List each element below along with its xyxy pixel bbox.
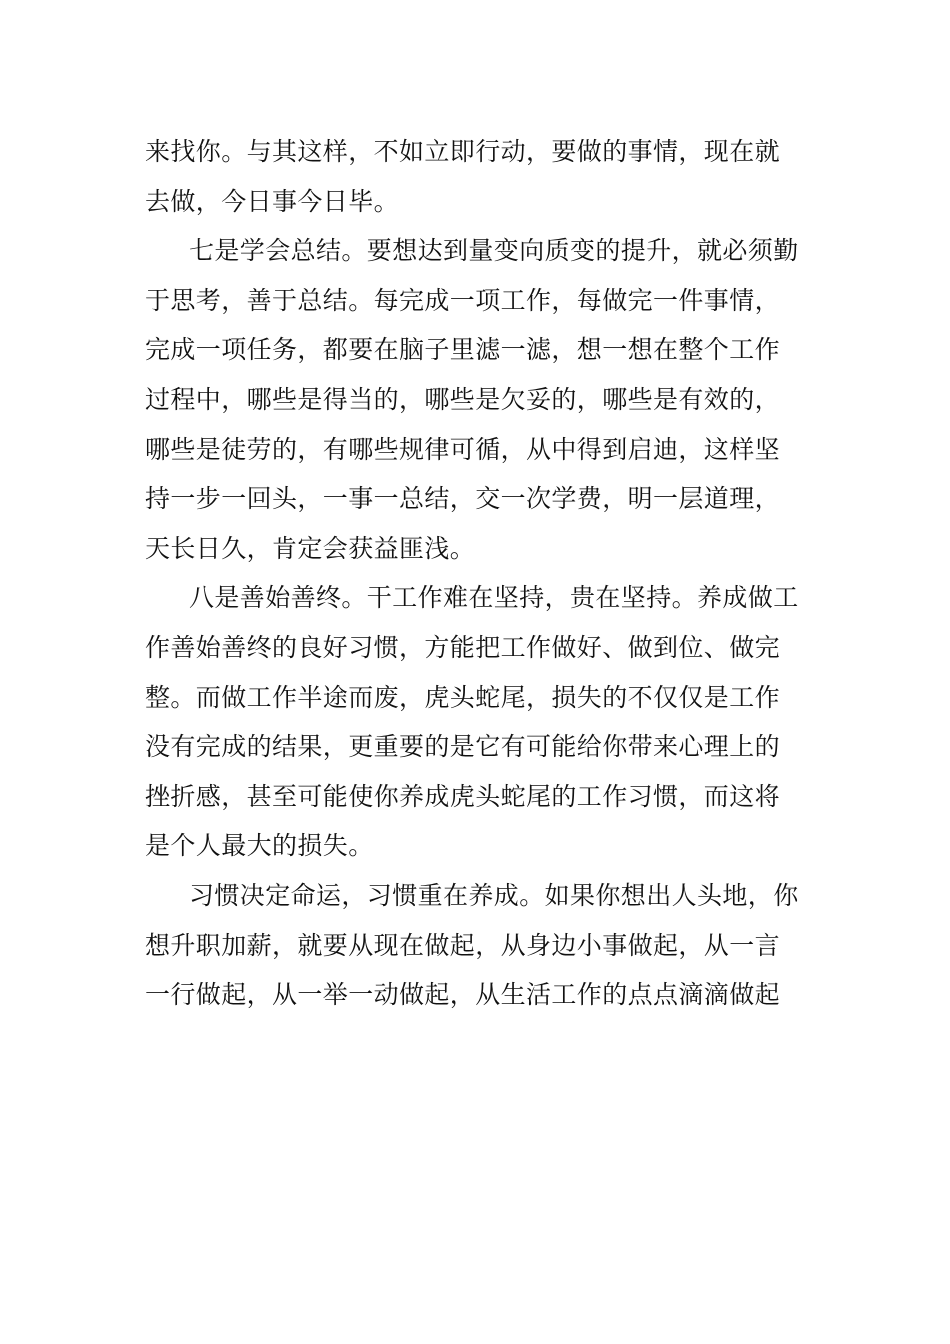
text-line: 挫折感，甚至可能使你养成虎头蛇尾的工作习惯，而这将	[145, 781, 781, 811]
text-line: 持一步一回头，一事一总结，交一次学费，明一层道理，	[145, 484, 781, 514]
text-line: 没有完成的结果，更重要的是它有可能给你带来心理上的	[145, 732, 781, 762]
text-line: 七是学会总结。要想达到量变向质变的提升，就必须勤	[189, 236, 799, 266]
text-line: 想升职加薪，就要从现在做起，从身边小事做起，从一言	[145, 930, 781, 960]
text-line: 于思考，善于总结。每完成一项工作，每做完一件事情，	[145, 285, 781, 315]
document-body	[145, 127, 810, 1020]
text-line: 一行做起，从一举一动做起，从生活工作的点点滴滴做起	[145, 980, 781, 1010]
text-line: 作善始善终的良好习惯，方能把工作做好、做到位、做完	[145, 632, 781, 662]
text-line: 来找你。与其这样，不如立即行动，要做的事情，现在就	[145, 137, 781, 166]
text-line: 过程中，哪些是得当的，哪些是欠妥的，哪些是有效的，	[145, 384, 781, 414]
text-line: 完成一项任务，都要在脑子里滤一滤，想一想在整个工作	[145, 335, 781, 365]
text-line: 哪些是徒劳的，有哪些规律可循，从中得到启迪，这样坚	[145, 434, 781, 464]
text-line: 去做，今日事今日毕。	[145, 186, 400, 216]
text-line: 习惯决定命运，习惯重在养成。如果你想出人头地，你	[189, 880, 799, 910]
text-line: 整。而做工作半途而废，虎头蛇尾，损失的不仅仅是工作	[145, 682, 781, 712]
text-line: 是个人最大的损失。	[145, 831, 374, 861]
text-line: 天长日久，肯定会获益匪浅。	[145, 533, 476, 563]
text-line: 八是善始善终。干工作难在坚持，贵在坚持。养成做工	[189, 583, 799, 613]
